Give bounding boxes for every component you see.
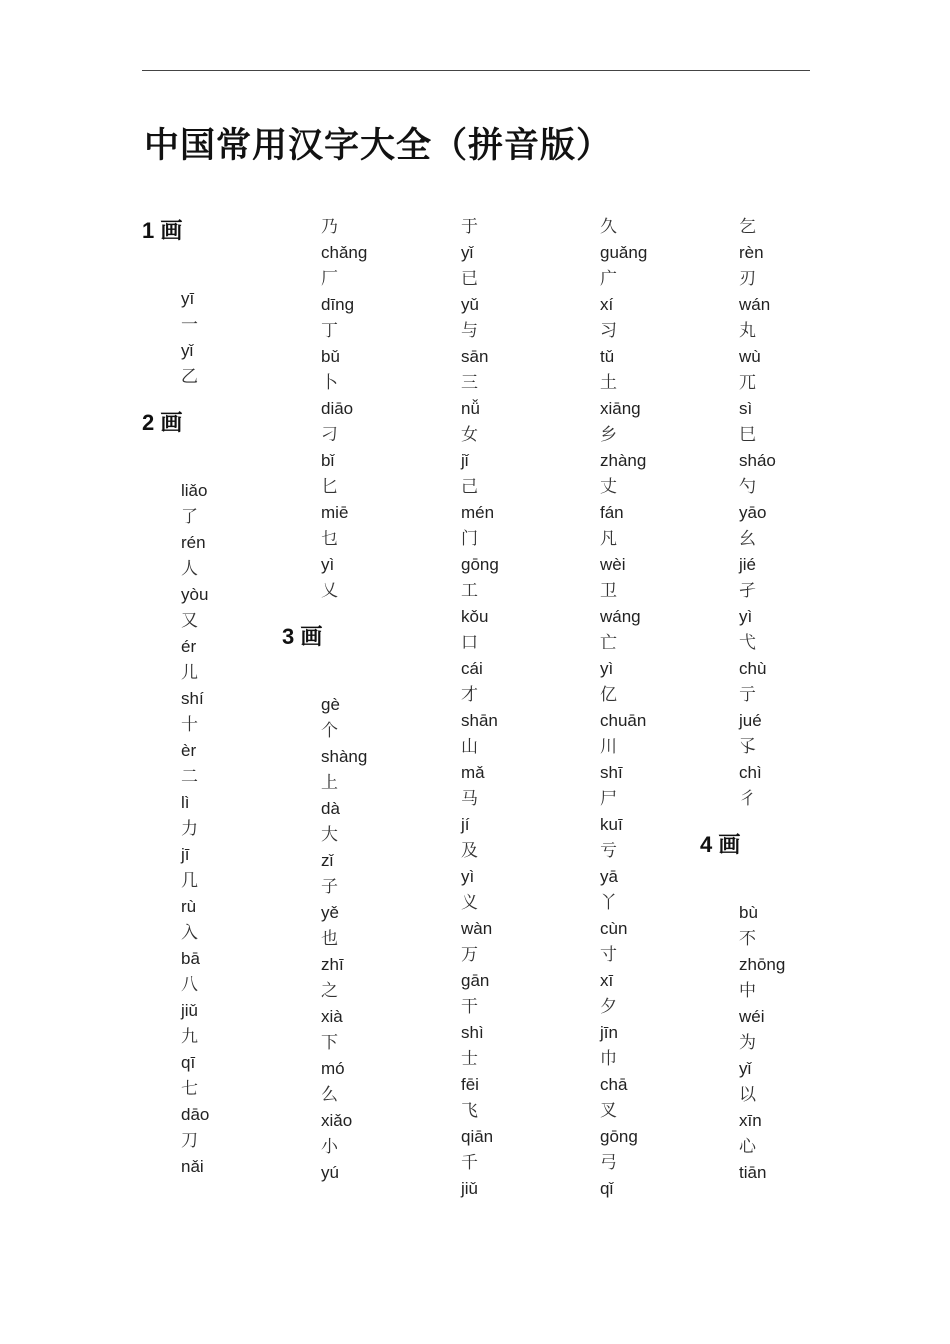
hanzi-character: 子 [321,877,338,897]
hanzi-character: 土 [600,373,617,393]
hanzi-character: 川 [600,737,617,757]
pinyin-text: yī [181,289,195,308]
pinyin-text: dà [321,799,340,818]
pinyin-text: gōng [600,1127,638,1146]
pinyin-text: qǐ [600,1179,614,1198]
hanzi-character: 乞 [739,217,756,237]
pinyin-text: kuī [600,815,623,834]
pinyin-text: rèn [739,243,764,262]
pinyin-text: gè [321,695,340,714]
hanzi-character: 亍 [739,685,756,705]
pinyin-text: bā [181,949,200,968]
pinyin-text: xīn [739,1111,762,1130]
hanzi-character: 孑 [739,581,756,601]
pinyin-text: miē [321,503,349,522]
hanzi-character: 飞 [461,1101,478,1121]
hanzi-character: 工 [461,581,478,601]
hanzi-character: 勺 [739,477,756,497]
hanzi-character: 又 [181,611,198,631]
hanzi-character: 刀 [181,1131,198,1151]
pinyin-text: yā [600,867,618,886]
hanzi-character: 万 [461,945,478,965]
hanzi-character: 之 [321,981,338,1001]
stroke-count-heading: 1 画 [142,218,183,243]
hanzi-character: 力 [181,819,198,839]
pinyin-text: fēi [461,1075,479,1094]
pinyin-text: wán [739,295,771,314]
pinyin-text: zhōng [739,955,786,974]
hanzi-character: 乡 [600,425,617,445]
pinyin-text: sì [739,399,753,418]
pinyin-text: yì [321,555,335,574]
hanzi-character: 丁 [321,321,338,341]
pinyin-text: chǎng [321,243,368,262]
column-4 [561,214,701,1202]
pinyin-text: wàn [461,919,493,938]
stroke-count-heading: 4 画 [700,832,741,857]
hanzi-character: 夕 [600,997,617,1017]
hanzi-character: 兀 [739,373,756,393]
hanzi-character: 不 [739,929,756,949]
hanzi-character: 中 [739,981,756,1001]
hanzi-character: 三 [461,373,478,393]
hanzi-character: 已 [461,269,478,289]
pinyin-text: jiǔ [181,1001,199,1020]
heading-gap [142,248,282,286]
pinyin-text: chuān [600,711,647,730]
pinyin-text: fán [600,503,624,522]
hanzi-character: 尸 [600,789,617,809]
hanzi-character: 弋 [739,633,756,653]
pinyin-text: bù [739,903,758,922]
pinyin-text: diāo [321,399,354,418]
pinyin-text: rén [181,533,206,552]
pinyin-text: wèi [600,555,626,574]
column-2 [282,214,422,1186]
hanzi-character: 二 [181,767,198,787]
hanzi-character: 乃 [321,217,338,237]
pinyin-text: yǐ [739,1059,752,1078]
pinyin-text: jué [739,711,762,730]
pinyin-text: wéi [739,1007,765,1026]
page-title: 中国常用汉字大全（拼音版） [144,126,613,166]
pinyin-text: yǐ [461,243,474,262]
pinyin-text: xiāng [600,399,641,418]
hanzi-character: 广 [600,269,617,289]
heading-gap [142,440,282,478]
hanzi-character: 千 [461,1153,478,1173]
hanzi-character: 门 [461,529,478,549]
section-gap [142,390,282,406]
hanzi-character: 巾 [600,1049,617,1069]
hanzi-character: 义 [461,893,478,913]
pinyin-text: qiān [461,1127,494,1146]
hanzi-character: 马 [461,789,478,809]
hanzi-character: 乜 [321,529,338,549]
pinyin-text: rù [181,897,197,916]
hanzi-character: 儿 [181,663,198,683]
pinyin-text: jīn [600,1023,618,1042]
pinyin-text: xī [600,971,614,990]
pinyin-text: shì [461,1023,484,1042]
hanzi-character: 幺 [739,529,756,549]
hanzi-character: 心 [739,1137,756,1157]
pinyin-text: zǐ [321,851,334,870]
pinyin-text: cái [461,659,483,678]
hanzi-character: 丈 [600,477,617,497]
hanzi-character: 几 [181,871,198,891]
hanzi-character: 孓 [739,737,756,757]
pinyin-text: wù [739,347,761,366]
pinyin-text: jiǔ [461,1179,479,1198]
hanzi-character: 刃 [739,269,756,289]
pinyin-text: tiān [739,1163,767,1182]
hanzi-character: 人 [181,559,198,579]
hanzi-character: 卫 [600,581,617,601]
pinyin-text: jǐ [461,451,469,470]
pinyin-text: zhī [321,955,344,974]
pinyin-text: mén [461,503,495,522]
pinyin-text: shī [600,763,623,782]
hanzi-character: 士 [461,1049,478,1069]
pinyin-text: yòu [181,585,209,604]
hanzi-character: 小 [321,1137,338,1157]
hanzi-character: 女 [461,425,478,445]
pinyin-text: yě [321,903,339,922]
hanzi-character: 叉 [600,1101,617,1121]
pinyin-text: jié [739,555,757,574]
hanzi-character: 寸 [600,945,617,965]
pinyin-text: yì [461,867,475,886]
hanzi-character: 亏 [600,841,617,861]
pinyin-text: mǎ [461,763,485,782]
hanzi-character: 才 [461,685,478,705]
pinyin-text: sháo [739,451,776,470]
pinyin-text: chā [600,1075,628,1094]
stroke-count-heading: 3 画 [282,624,323,649]
hanzi-character: 口 [461,633,478,653]
pinyin-text: shàng [321,747,368,766]
hanzi-character: 干 [461,997,478,1017]
hanzi-character: 久 [600,217,617,237]
pinyin-text: guǎng [600,243,648,262]
pinyin-text: wáng [600,607,641,626]
pinyin-text: chì [739,763,762,782]
hanzi-character: 匕 [321,477,338,497]
pinyin-text: shān [461,711,498,730]
hanzi-character: 弓 [600,1153,617,1173]
hanzi-character: 大 [321,825,338,845]
pinyin-text: kǒu [461,607,489,626]
hanzi-character: 也 [321,929,338,949]
pinyin-text: dāo [181,1105,210,1124]
pinyin-text: shí [181,689,204,708]
section-gap [700,812,840,828]
pinyin-text: mó [321,1059,345,1078]
hanzi-character: 八 [181,975,198,995]
pinyin-text: yì [739,607,753,626]
column-5 [700,214,840,1186]
hanzi-character: 以 [739,1085,756,1105]
heading-gap [700,862,840,900]
hanzi-character: 下 [321,1033,338,1053]
hanzi-character: 山 [461,737,478,757]
pinyin-text: yì [600,659,614,678]
hanzi-character: 丸 [739,321,756,341]
stroke-count-heading: 2 画 [142,410,183,435]
hanzi-character: 厂 [321,269,338,289]
pinyin-text: zhàng [600,451,647,470]
pinyin-text: lì [181,793,190,812]
pinyin-text: ér [181,637,197,656]
hanzi-character: 七 [181,1079,198,1099]
column-1 [142,214,282,1180]
hanzi-character: 么 [321,1085,338,1105]
pinyin-text: gān [461,971,490,990]
pinyin-text: yāo [739,503,767,522]
hanzi-character: 亡 [600,633,617,653]
pinyin-text: bǔ [321,347,340,366]
hanzi-character: 上 [321,773,338,793]
heading-gap [282,654,422,692]
hanzi-character: 于 [461,217,478,237]
hanzi-character: 凡 [600,529,617,549]
pinyin-text: jí [461,815,470,834]
hanzi-character: 己 [461,477,478,497]
pinyin-text: dīng [321,295,355,314]
pinyin-text: xià [321,1007,343,1026]
pinyin-text: nǎi [181,1157,204,1176]
hanzi-character: 卜 [321,373,338,393]
hanzi-character: 一 [181,315,198,335]
hanzi-character: 了 [181,507,198,527]
section-gap [282,604,422,620]
hanzi-character: 乂 [321,581,338,601]
pinyin-text: tǔ [600,347,615,366]
pinyin-text: èr [181,741,197,760]
pinyin-text: liǎo [181,481,208,500]
pinyin-text: xí [600,295,614,314]
hanzi-character: 与 [461,321,478,341]
hanzi-character: 彳 [739,789,756,809]
hanzi-character: 巳 [739,425,756,445]
hanzi-character: 十 [181,715,198,735]
hanzi-character: 个 [321,721,338,741]
pinyin-text: nǚ [461,399,480,418]
pinyin-text: sān [461,347,489,366]
pinyin-text: bǐ [321,451,335,470]
pinyin-text: xiǎo [321,1111,353,1130]
hanzi-character: 习 [600,321,617,341]
pinyin-text: qī [181,1053,196,1072]
pinyin-text: jī [181,845,190,864]
header-rule [142,70,810,71]
hanzi-character: 为 [739,1033,756,1053]
pinyin-text: yǐ [181,341,194,360]
hanzi-character: 刁 [321,425,338,445]
hanzi-character: 九 [181,1027,198,1047]
hanzi-character: 丫 [600,893,617,913]
pinyin-text: yú [321,1163,339,1182]
hanzi-character: 及 [461,841,478,861]
pinyin-text: chù [739,659,767,678]
column-3 [422,214,562,1202]
pinyin-text: gōng [461,555,499,574]
pinyin-text: yǔ [461,295,479,314]
hanzi-character: 亿 [600,685,617,705]
pinyin-text: cùn [600,919,628,938]
hanzi-character: 乙 [181,367,198,387]
hanzi-character: 入 [181,923,198,943]
